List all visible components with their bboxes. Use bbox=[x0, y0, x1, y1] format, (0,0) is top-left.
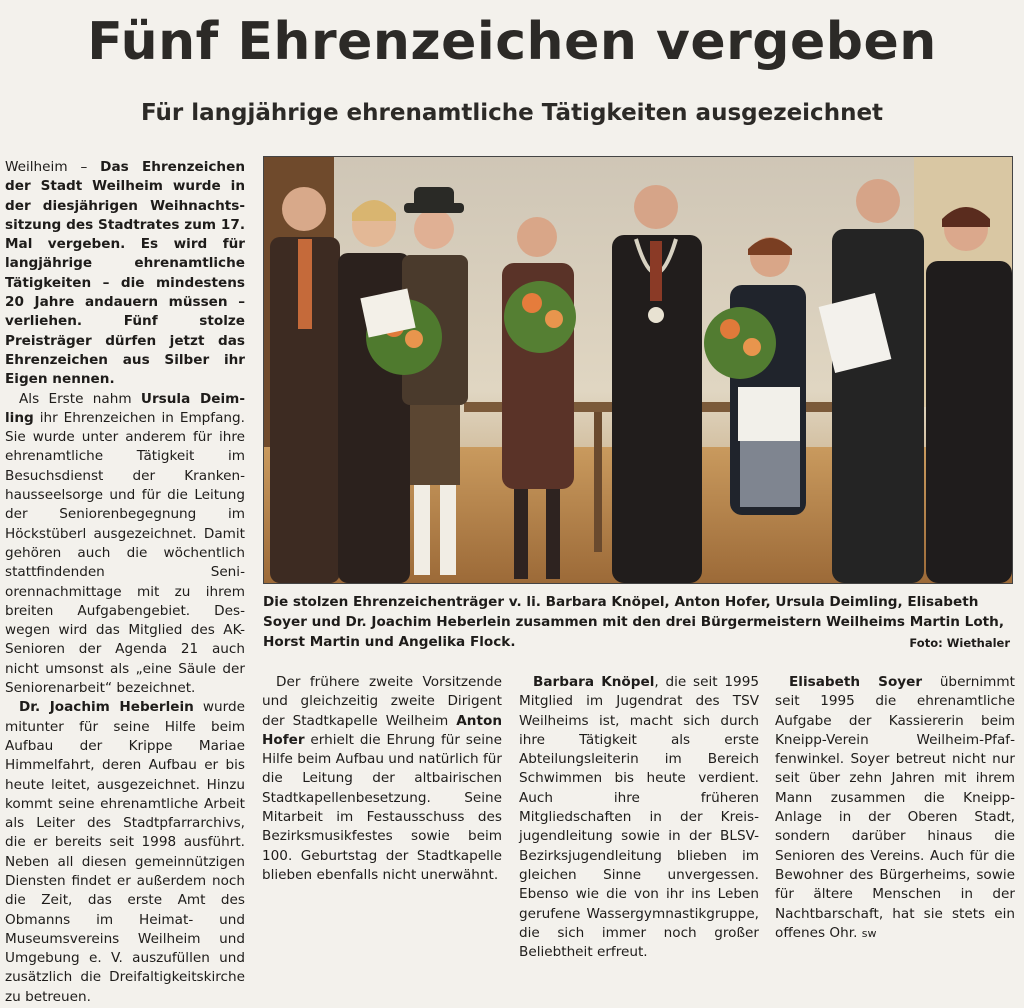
column-4 bbox=[775, 673, 1015, 943]
person-2 bbox=[338, 200, 410, 583]
paragraph-soyer bbox=[775, 673, 1015, 943]
name-elisabeth-soyer: Elisabeth Soyer bbox=[789, 674, 923, 690]
photo-caption: Die stolzen Ehrenzeichenträger v. li. Barbara Knöpel, Anton Hofer, Ursula Deimling, Elisabeth Soyer und Dr. Joachim Heberlein zusammen mit den drei Bürgermeistern Weilheims Martin Loth, Horst Martin und Angelika Flock. bbox=[263, 594, 1005, 650]
group-photo bbox=[263, 156, 1013, 584]
person-8 bbox=[926, 207, 1012, 583]
paragraph-knoepel bbox=[519, 673, 759, 962]
person-1 bbox=[270, 187, 340, 583]
text-span: wurde mitunter für seine Hilfe beim Aufbau der Krippe Mariae Himmelfahrt, deren Aufbau er bis heute leitet, ausgezeichnet. Hinzu kommt seine ehrenamtliche Arbeit als Leiter des Stadtpfarrarchivs, die er bereits seit 1998 ausführt. Neben all diesen gemeinnützigen Diensten findet er außerdem noch die Zeit, das erste Amt des Obmanns im Heimat- und Museumsvereins Weilheim und Umgebung e. V. auszufüllen und zusätzlich die Dreifaltigkeitskirche zu betreuen. bbox=[5, 699, 245, 1005]
paragraph-heberlein bbox=[5, 698, 245, 1007]
bouquet-2 bbox=[504, 281, 576, 353]
name-joachim-heberlein: Dr. Joachim Heberlein bbox=[19, 699, 194, 716]
paragraph-deimling bbox=[5, 390, 245, 699]
text-span: , die seit 1995 Mitglied im Jugendrat des TSV Weilheims ist, macht sich durch ihre Tätigkeit als erste Abteilungsleiterin im Bereich Schwimmen bis heute verdient. Auch ihre früheren Mitgliedschaften in der Kreisjugendleitung sowie in der BLSV-Bezirksjugendleitung blieben im gleichen Sinne unvergessen. Ebenso wie die von ihr ins Leben gerufene Wassergymnastikgruppe, die sich immer noch großer Beliebtheit erfreut. bbox=[519, 674, 759, 961]
name-barbara-knoepel: Barbara Knöpel bbox=[533, 674, 655, 690]
paragraph-hofer bbox=[262, 673, 502, 885]
person-5 bbox=[612, 185, 702, 583]
column-1 bbox=[5, 158, 245, 1007]
text-span: übernimmt seit 1995 die ehrenamtliche Aufgabe der Kassiererin beim Kneipp-Verein Weilheim-Pfaffenwinkel. Soyer betreut nicht nur seit über zehn Jahren mit ihrem Mann zusammen die Kneipp-Anlage in der Oberen Stadt, sondern darüber hinaus die Senioren des Vereins. Auch für die Bewohner des Bürgerheims, sowie für ältere Menschen in der Nachtbarschaft, hat sie stets ein offenes Ohr. bbox=[775, 674, 1015, 941]
bouquet-3 bbox=[704, 307, 776, 379]
column-3 bbox=[519, 673, 759, 962]
photo-credit: Foto: Wiethaler bbox=[909, 636, 1010, 650]
text-span: Als Erste nahm bbox=[19, 390, 141, 407]
headline: Fünf Ehrenzeichen vergeben bbox=[87, 12, 937, 72]
dateline: Weilheim – bbox=[5, 159, 101, 175]
author-initials: sw bbox=[861, 926, 877, 940]
name-ursula-deimling: Ursula Deimling bbox=[5, 390, 245, 426]
column-2 bbox=[262, 673, 502, 885]
text-span: Der frühere zweite Vorsitzende und gleichzeitig zweite Dirigent der Stadtkapelle Weilheim bbox=[262, 674, 502, 729]
group-photo-illustration bbox=[264, 157, 1012, 583]
subheadline: Für langjährige ehrenamtliche Tätigkeiten ausgezeichnet bbox=[140, 100, 884, 126]
name-anton-hofer: Anton Hofer bbox=[262, 712, 502, 748]
paragraph-intro bbox=[5, 158, 245, 390]
lead-text: Das Ehrenzeichen der Stadt Weilheim wurde in der diesjährigen Weihnachtssitzung des Stadtrates zum 17. Mal vergeben. Es wird für langjährige ehrenamtliche Tätigkeiten – die mindestens 20 Jahre andauern müssen – verliehen. Fünf stolze Preisträger dürfen jetzt das Ehrenzeichen aus Silber ihr Eigen nennen. bbox=[5, 159, 245, 388]
person-7 bbox=[819, 179, 924, 583]
text-span: ihr Ehrenzeichen in Empfang. Sie wurde unter anderem für ihre ehrenamtliche Tätigkeit im Besuchsdienst der Krankenhausseelsorge und für die Leitung der Seniorenbegegnung im Höckstüberl ausgezeichnet. Damit gehören auch die wöchentlich stattfindenden Seniorennachmittage mit zu ihrem breiten Aufgabengebiet. Deswegen wird das Mitglied des AK-Senioren der Agenda 21 auch nicht umsonst als „eine Säule der Seniorenarbeit“ bezeichnet. bbox=[5, 409, 245, 697]
text-span: erhielt die Ehrung für seine Hilfe beim Aufbau und natürlich für die Leitung der altbairischen Stadtkapellenbesetzung. Seine Mitarbeit im Festausschuss des Bezirksmusikfestes sowie beim 100. Geburtstag der Stadtkapelle blieben ebenfalls nicht unerwähnt. bbox=[262, 731, 502, 883]
